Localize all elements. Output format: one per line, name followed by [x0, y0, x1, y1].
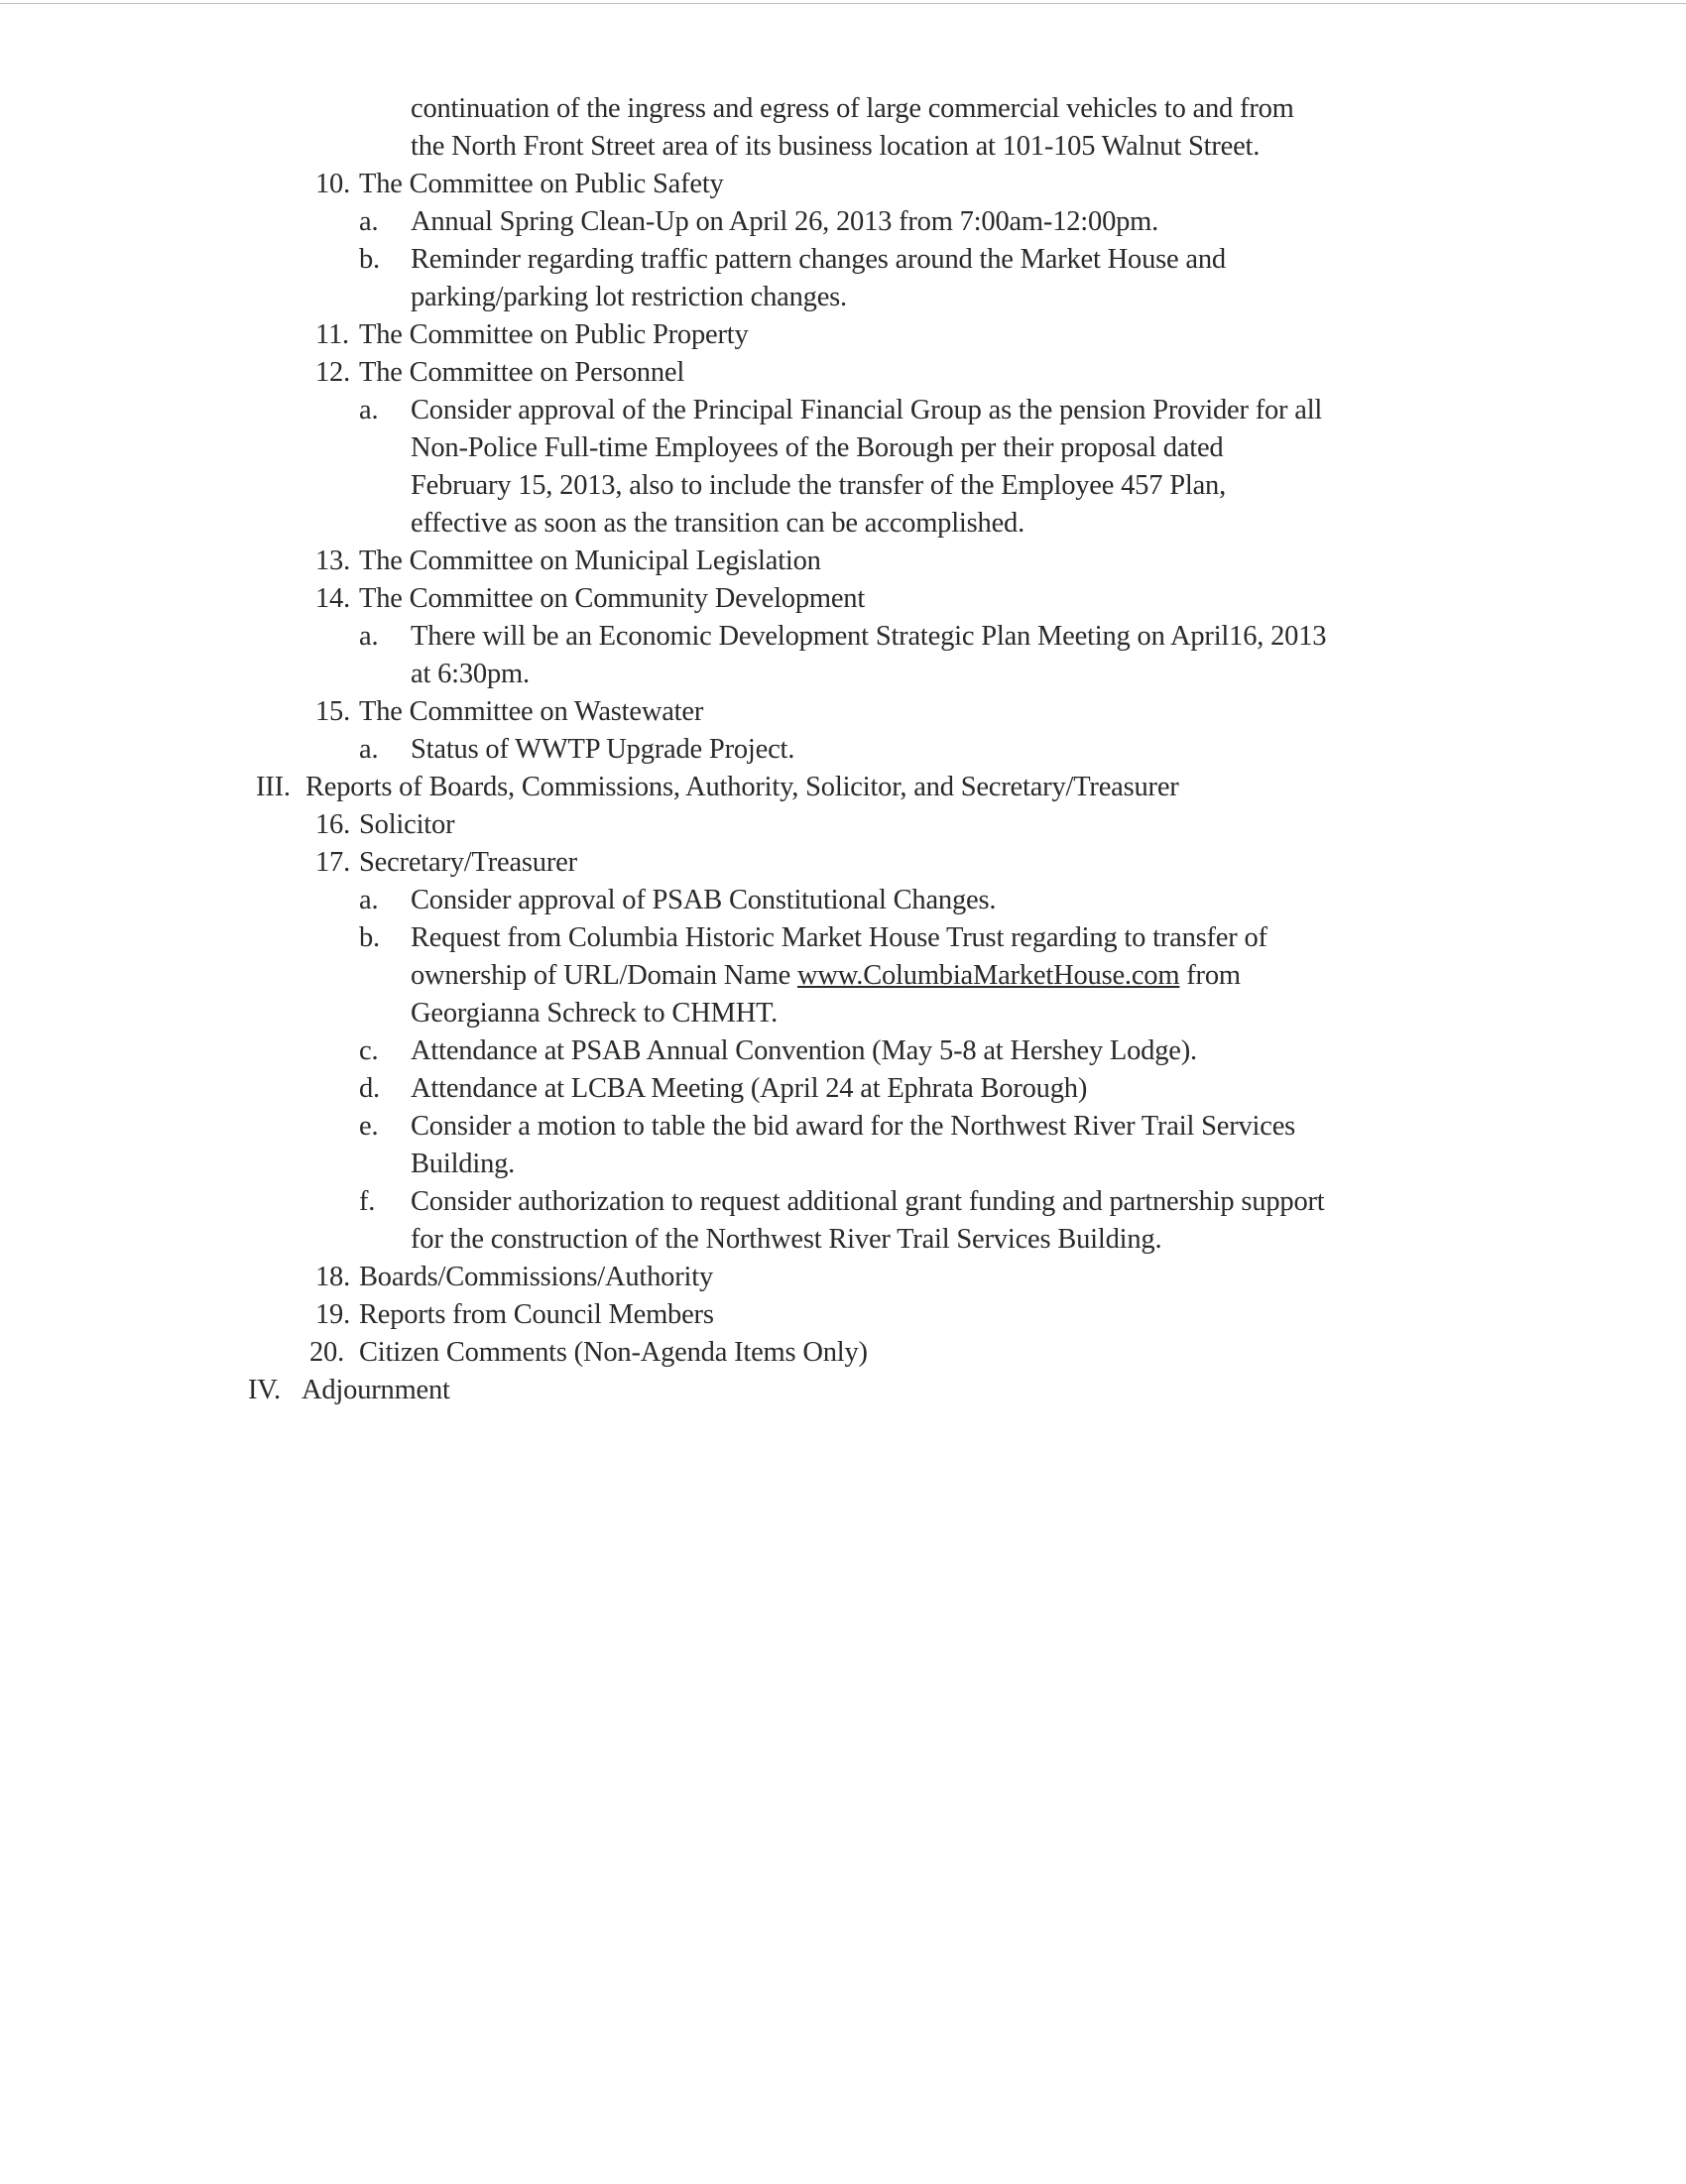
agenda-line: [0, 919, 1686, 957]
agenda-item-marker: c.: [359, 1035, 379, 1066]
agenda-line: [0, 957, 1686, 995]
agenda-item-marker: 15.: [315, 696, 351, 727]
agenda-item-text: Reports of Boards, Commissions, Authority, Solicitor, and Secretary/Treasurer: [305, 772, 1179, 802]
agenda-item-marker: e.: [359, 1111, 379, 1142]
agenda-line: [0, 316, 1686, 354]
agenda-item-marker: a.: [359, 734, 379, 765]
agenda-item-marker: d.: [359, 1073, 380, 1104]
agenda-item-text: for the construction of the Northwest River Trail Services Building.: [411, 1224, 1162, 1255]
agenda-item-text: Building.: [411, 1149, 516, 1179]
agenda-line: [0, 128, 1686, 166]
agenda-line: [0, 618, 1686, 656]
agenda-item-marker: a.: [359, 395, 379, 425]
agenda-item-marker: 17.: [315, 847, 351, 878]
agenda-line: [0, 1296, 1686, 1334]
domain-link[interactable]: www.ColumbiaMarketHouse.com: [796, 960, 1180, 991]
agenda-item-marker: 13.: [315, 546, 351, 576]
agenda-item-text: The Committee on Personnel: [359, 357, 685, 388]
agenda-line: [0, 844, 1686, 882]
agenda-item-marker: 14.: [315, 583, 351, 614]
agenda-item-marker: 20.: [309, 1337, 345, 1368]
agenda-item-text: Consider approval of PSAB Constitutional Changes.: [411, 885, 997, 915]
agenda-document: [0, 90, 1686, 1409]
agenda-line: [0, 806, 1686, 844]
agenda-item-marker: a.: [359, 621, 379, 652]
agenda-item-text: Reports from Council Members: [359, 1299, 714, 1330]
agenda-line: [0, 580, 1686, 618]
agenda-item-text: Solicitor: [359, 809, 455, 840]
agenda-line: [0, 1259, 1686, 1296]
agenda-line: [0, 1183, 1686, 1221]
agenda-line: [0, 429, 1686, 467]
agenda-item-marker: f.: [359, 1186, 376, 1217]
agenda-item-text: continuation of the ingress and egress of large commercial vehicles to and from: [411, 93, 1294, 124]
agenda-item-text: There will be an Economic Development Strategic Plan Meeting on April16, 2013: [411, 621, 1327, 652]
agenda-item-text: The Committee on Public Property: [359, 319, 749, 350]
agenda-item-text: February 15, 2013, also to include the transfer of the Employee 457 Plan,: [411, 470, 1226, 501]
agenda-item-text: The Committee on Community Development: [359, 583, 866, 614]
agenda-line: [0, 769, 1686, 806]
agenda-item-text: Status of WWTP Upgrade Project.: [411, 734, 795, 765]
agenda-item-text: The Committee on Public Safety: [359, 169, 724, 199]
agenda-line: [0, 467, 1686, 505]
agenda-item-text: Boards/Commissions/Authority: [359, 1262, 714, 1292]
agenda-item-text: Annual Spring Clean-Up on April 26, 2013 from 7:00am-12:00pm.: [411, 206, 1159, 237]
agenda-line: [0, 392, 1686, 429]
agenda-line: [0, 1070, 1686, 1108]
agenda-line: [0, 203, 1686, 241]
agenda-item-marker: III.: [256, 772, 291, 802]
agenda-item-marker: 18.: [315, 1262, 351, 1292]
agenda-line: [0, 505, 1686, 543]
agenda-item-marker: b.: [359, 244, 380, 275]
agenda-item-text: Attendance at PSAB Annual Convention (May 5-8 at Hershey Lodge).: [411, 1035, 1197, 1066]
agenda-item-text: Secretary/Treasurer: [359, 847, 577, 878]
agenda-line: [0, 731, 1686, 769]
agenda-item-text: Non-Police Full-time Employees of the Borough per their proposal dated: [411, 432, 1224, 463]
agenda-line: [0, 995, 1686, 1032]
agenda-item-text: ownership of URL/Domain Name www.ColumbiaMarketHouse.com from: [411, 960, 1241, 991]
agenda-item-text: at 6:30pm.: [411, 659, 530, 689]
agenda-item-marker: IV.: [248, 1375, 281, 1405]
agenda-line: [0, 1221, 1686, 1259]
agenda-line: [0, 1334, 1686, 1372]
agenda-item-marker: 12.: [315, 357, 351, 388]
agenda-line: [0, 241, 1686, 279]
agenda-item-text: Georgianna Schreck to CHMHT.: [411, 998, 779, 1029]
agenda-line: [0, 279, 1686, 316]
agenda-item-marker: a.: [359, 885, 379, 915]
agenda-item-marker: 11.: [315, 319, 349, 350]
agenda-item-marker: 16.: [315, 809, 351, 840]
agenda-item-text: effective as soon as the transition can be accomplished.: [411, 508, 1025, 539]
agenda-line: [0, 693, 1686, 731]
agenda-line: [0, 882, 1686, 919]
agenda-line: [0, 1372, 1686, 1409]
agenda-item-text: Request from Columbia Historic Market House Trust regarding to transfer of: [411, 922, 1267, 953]
agenda-line: [0, 656, 1686, 693]
agenda-line: [0, 90, 1686, 128]
agenda-item-text: Consider a motion to table the bid award for the Northwest River Trail Services: [411, 1111, 1296, 1142]
agenda-item-text: Adjournment: [301, 1375, 450, 1405]
agenda-item-text: The Committee on Municipal Legislation: [359, 546, 821, 576]
agenda-line: [0, 166, 1686, 203]
agenda-item-text: Reminder regarding traffic pattern changes around the Market House and: [411, 244, 1226, 275]
page-edge-line: [0, 3, 1686, 4]
agenda-item-text: the North Front Street area of its business location at 101-105 Walnut Street.: [411, 131, 1261, 162]
agenda-line: [0, 1146, 1686, 1183]
agenda-item-marker: b.: [359, 922, 380, 953]
agenda-line: [0, 1108, 1686, 1146]
agenda-line: [0, 543, 1686, 580]
agenda-line: [0, 354, 1686, 392]
agenda-item-text: parking/parking lot restriction changes.: [411, 282, 847, 312]
agenda-item-text: Citizen Comments (Non-Agenda Items Only): [359, 1337, 868, 1368]
agenda-item-marker: a.: [359, 206, 379, 237]
agenda-item-text: The Committee on Wastewater: [359, 696, 704, 727]
agenda-item-text: Consider approval of the Principal Financial Group as the pension Provider for all: [411, 395, 1323, 425]
agenda-item-marker: 19.: [315, 1299, 351, 1330]
agenda-line: [0, 1032, 1686, 1070]
agenda-item-text: Consider authorization to request additional grant funding and partnership support: [411, 1186, 1325, 1217]
agenda-item-marker: 10.: [315, 169, 351, 199]
agenda-item-text: Attendance at LCBA Meeting (April 24 at Ephrata Borough): [411, 1073, 1088, 1104]
